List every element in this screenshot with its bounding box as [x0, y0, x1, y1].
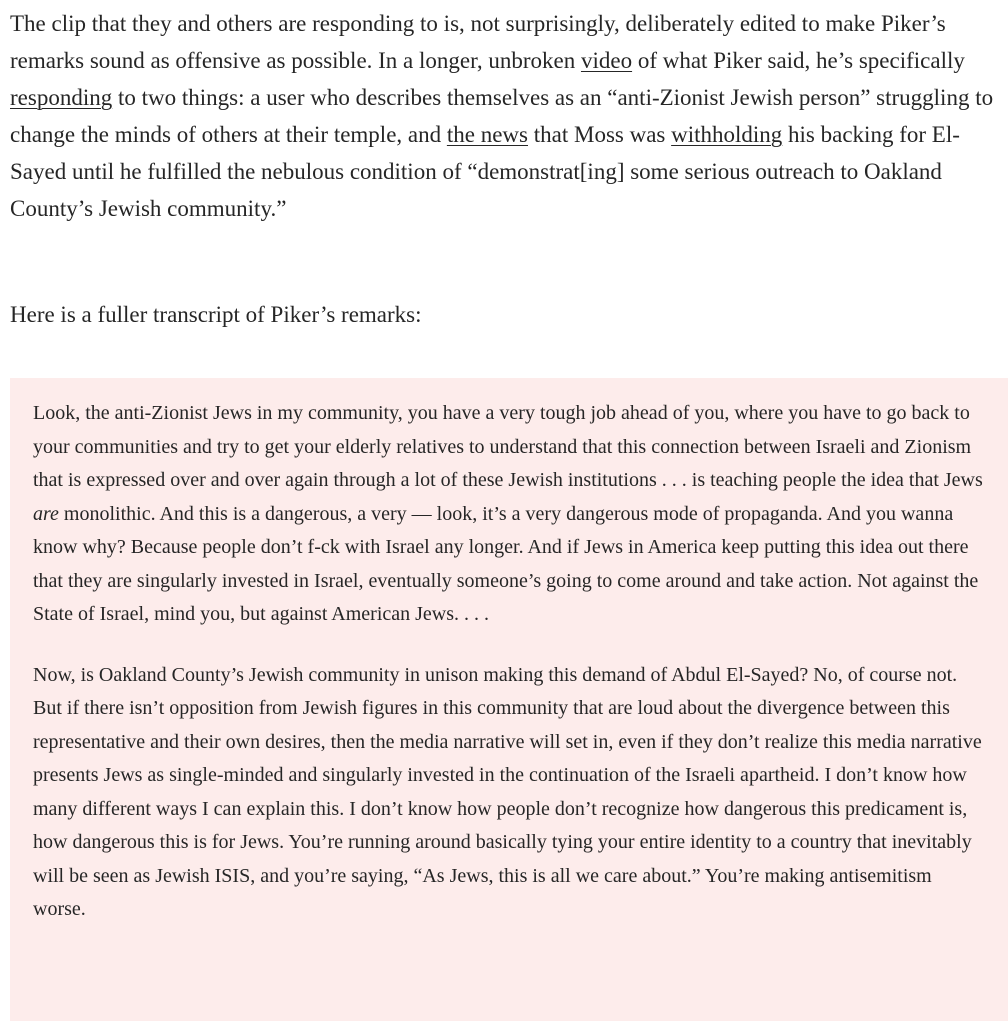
- paragraph-text: The clip that they and others are responding to is, not surprisingly, deliberately edited to make Piker’s remarks sound as offensive as possible. In a longer, unbroken: [10, 11, 946, 73]
- article-paragraph-2: Here is a fuller transcript of Piker’s remarks:: [10, 302, 422, 327]
- quote-emphasis: are: [33, 502, 59, 525]
- quote-paragraph-2: Now, is Oakland County’s Jewish community in unison making this demand of Abdul El-Sayed? No, of course not. But if there isn’t opposition from Jewish figures in this community that are loud about the divergence between this representative and their own desires, then the media narrative will set in, even if they don’t realize this media narrative presents Jews as single-minded and singularly invested in the continuation of the Israeli apartheid. I don’t know how many different ways I can explain this. I don’t know how people don’t recognize how dangerous this predicament is, how dangerous this is for Jews. You’re running around basically tying your entire identity to a country that inevitably will be seen as Jewish ISIS, and you’re saying, “As Jews, this is all we care about.” You’re making antisemitism worse.: [33, 663, 982, 920]
- the-news-link[interactable]: the news: [446, 122, 528, 147]
- paragraph-text: that Moss was: [528, 122, 672, 147]
- quote-paragraph-1: [33, 397, 988, 632]
- paragraph-text: his backing for El-Sayed until he fulfilled the nebulous condition of “demonstrat[ing] some serious outreach to Oakland County’s Jewish community.”: [10, 122, 960, 221]
- quote-text: Look, the anti-Zionist Jews in my community, you have a very tough job ahead of you, where you have to go back to your communities and try to get your elderly relatives to understand that this connection between Israeli and Zionism that is expressed over and over again through a lot of these Jewish institutions . . . is teaching people the idea that Jews: [33, 402, 983, 491]
- transcript-blockquote: [10, 378, 1008, 1021]
- paragraph-text: of what Piker said, he’s specifically: [632, 48, 965, 73]
- paragraph-text: to two things: a user who describes themselves as an “anti-Zionist Jewish person” struggling to change the minds of others at their temple, and: [10, 85, 994, 147]
- video-link[interactable]: video: [580, 48, 633, 73]
- withholding-link[interactable]: withholding: [671, 122, 783, 147]
- quote-text: monolithic. And this is a dangerous, a very — look, it’s a very dangerous mode of propaganda. And you wanna know why? Because people don’t f-ck with Israel any longer. And if Jews in America keep putting this idea out there that they are singularly invested in Israel, eventually someone’s going to come around and take action. Not against the State of Israel, mind you, but against American Jews. . . .: [33, 502, 979, 625]
- article-paragraph-1: [0, 5, 1008, 227]
- responding-link[interactable]: responding: [10, 85, 113, 110]
